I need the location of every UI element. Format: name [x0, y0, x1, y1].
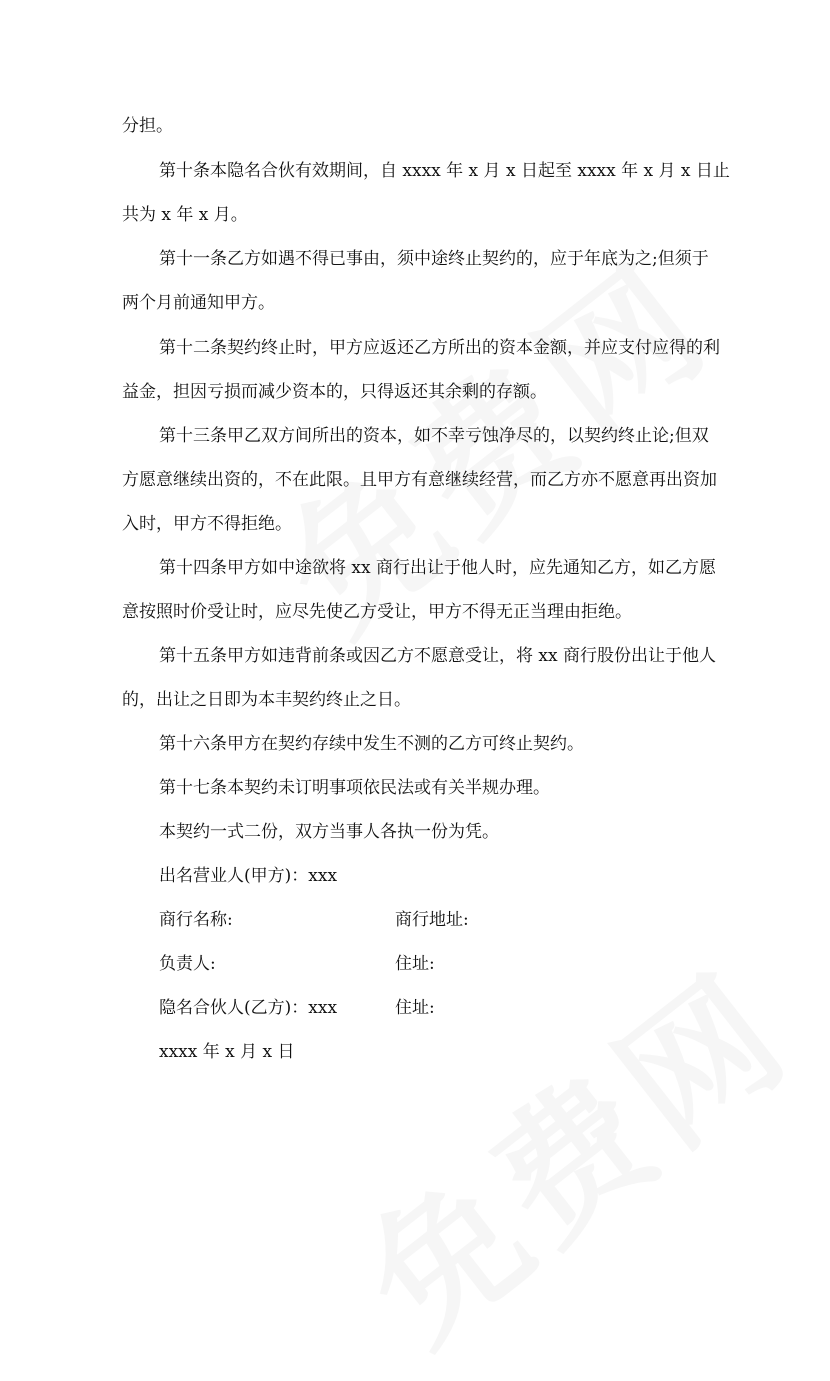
firm-name-label: 商行名称:	[159, 910, 233, 930]
article-14-line: 意按照时价受让时，应尽先使乙方受让，甲方不得无正当理由拒绝。	[122, 602, 632, 622]
party-a-line: 出名营业人(甲方)：xxx	[159, 866, 338, 886]
article-13-line: 方愿意继续出资的，不在此限。且甲方有意继续经营，而乙方亦不愿意再出资加	[122, 470, 717, 490]
article-11-line: 两个月前通知甲方。	[122, 293, 275, 313]
paragraph-line: 分担。	[122, 116, 173, 136]
article-16-line: 第十六条甲方在契约存续中发生不测的乙方可终止契约。	[159, 734, 584, 754]
address-label: 住址:	[395, 954, 435, 974]
article-15-line: 第十五条甲方如违背前条或因乙方不愿意受让，将 xx 商行股份出让于他人	[159, 646, 716, 666]
party-b-line: 隐名合伙人(乙方)：xxx	[159, 998, 338, 1018]
article-12-line: 益金，担因亏损而减少资本的，只得返还其余剩的存额。	[122, 382, 547, 402]
closing-line: 本契约一式二份，双方当事人各执一份为凭。	[159, 822, 499, 842]
article-17-line: 第十七条本契约未订明事项依民法或有关半规办理。	[159, 778, 550, 798]
article-12-line: 第十二条契约终止时，甲方应返还乙方所出的资本金额，并应支付应得的利	[159, 338, 720, 358]
address-label: 住址:	[395, 998, 435, 1018]
article-11-line: 第十一条乙方如遇不得已事由，须中途终止契约的，应于年底为之;但须于	[159, 249, 709, 269]
article-15-line: 的，出让之日即为本丰契约终止之日。	[122, 690, 411, 710]
article-13-line: 第十三条甲乙双方间所出的资本，如不幸亏蚀净尽的，以契约终止论;但双	[159, 426, 709, 446]
person-in-charge-label: 负责人:	[159, 954, 216, 974]
article-13-line: 入时，甲方不得拒绝。	[122, 514, 292, 534]
firm-address-label: 商行地址:	[395, 910, 469, 930]
article-10-line: 第十条本隐名合伙有效期间，自 xxxx 年 x 月 x 日起至 xxxx 年 x 月 x 日止	[159, 161, 730, 181]
article-10-line: 共为 x 年 x 月。	[122, 205, 248, 225]
date-line: xxxx 年 x 月 x 日	[159, 1042, 295, 1062]
watermark	[314, 915, 825, 1381]
article-14-line: 第十四条甲方如中途欲将 xx 商行出让于他人时，应先通知乙方，如乙方愿	[159, 558, 716, 578]
